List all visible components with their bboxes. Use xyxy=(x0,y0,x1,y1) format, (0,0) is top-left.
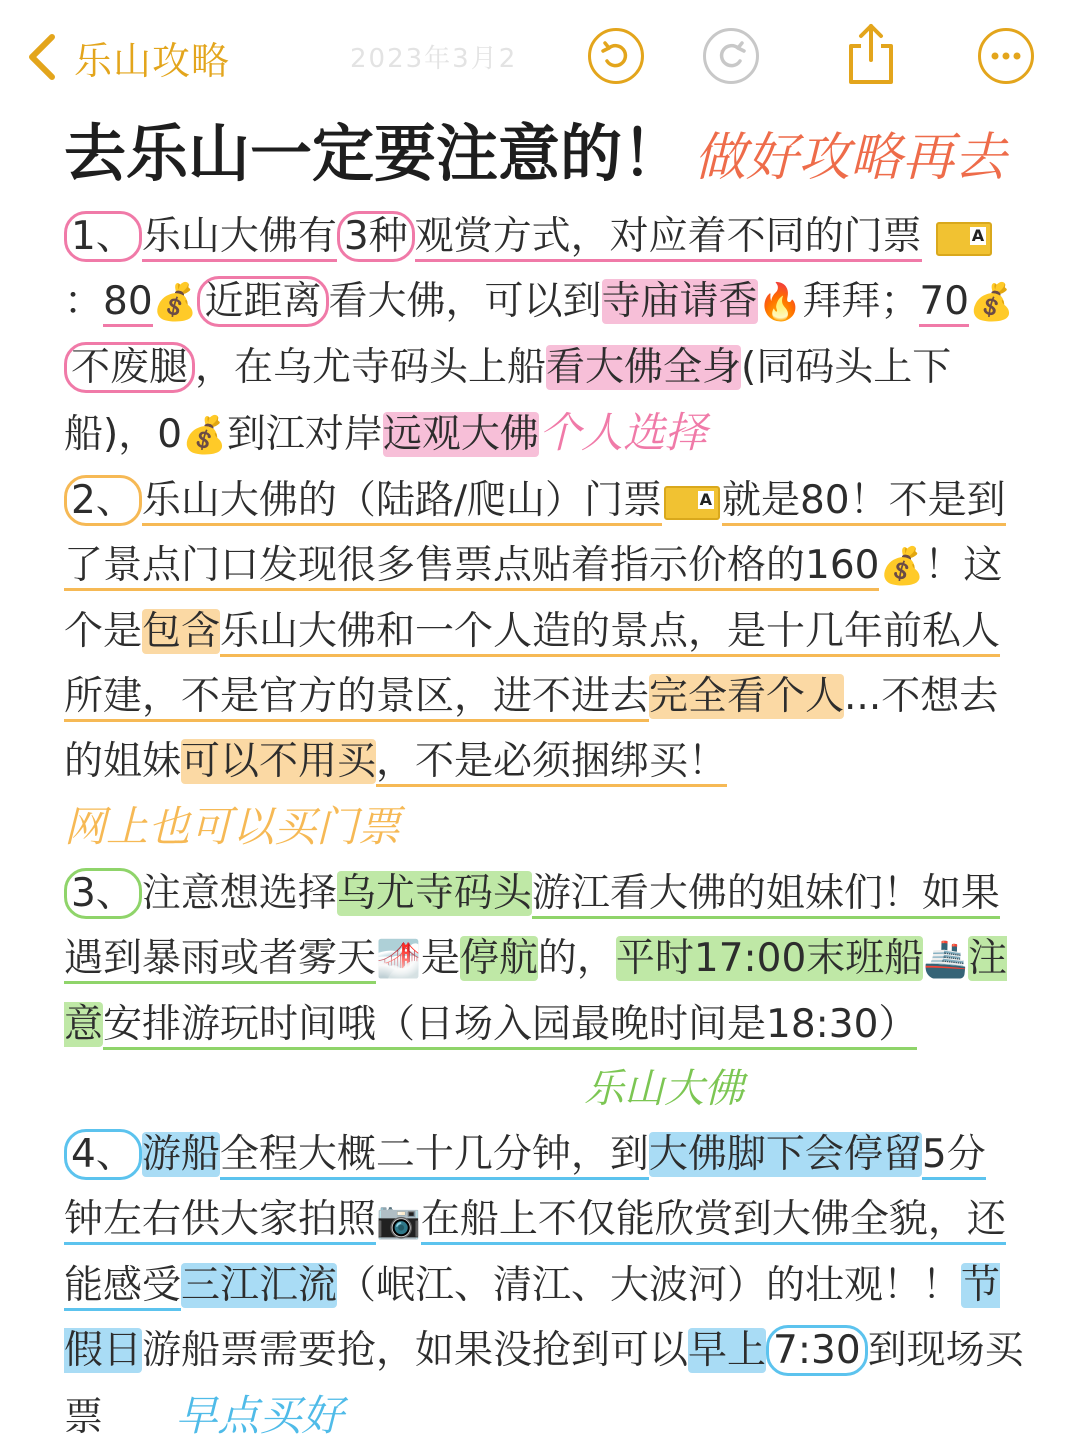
highlight: 包含 xyxy=(142,609,221,654)
text: 游江看大佛的姐妹们！如果遇到暴雨或者雾天 xyxy=(64,871,1000,984)
ship-icon: 🚢 xyxy=(923,939,969,980)
text: ： xyxy=(64,279,104,324)
share-button[interactable] xyxy=(843,20,899,88)
highlight: 早上 xyxy=(688,1328,767,1373)
highlight: 远观大佛 xyxy=(382,412,539,457)
text: 7:30 xyxy=(766,1325,868,1376)
text: 5分钟左右供大家拍照 xyxy=(64,1132,986,1245)
handwriting-note: 网上也可以买门票 xyxy=(64,802,401,851)
text: 全程大概二十几分钟，到 xyxy=(220,1132,649,1180)
text: 不废腿 xyxy=(64,342,195,393)
text: ，在乌尤寺码头上船 xyxy=(195,345,547,390)
fog-icon: 🌁 xyxy=(376,939,421,980)
highlight: 大佛脚下会停留 xyxy=(648,1132,922,1177)
text: ！这个是 xyxy=(64,543,1003,654)
note-title: 去乐山一定要注意的！ xyxy=(64,117,685,190)
back-label: 乐山攻略 xyxy=(74,38,231,83)
paragraph-1 xyxy=(64,204,1024,468)
handwriting-note: 个人选择 xyxy=(538,408,707,457)
text: ，不是必须捆绑买！ xyxy=(376,739,727,787)
text: 在船上不仅能欣赏到大佛全貌，还能感受 xyxy=(64,1197,1006,1311)
redo-button[interactable] xyxy=(703,28,759,84)
highlight: 乌尤寺码头 xyxy=(336,871,532,916)
paragraph-2 xyxy=(64,468,1024,861)
text: 就是80！不是到了景点门口发现很多售票点贴着指示价格的160 xyxy=(64,478,1006,591)
text: 到江对岸 xyxy=(226,412,383,457)
text: 80 xyxy=(103,279,153,327)
text: 近距离 xyxy=(197,276,328,327)
highlight: 三江汇流 xyxy=(181,1263,338,1308)
text: 乐山大佛的（陆路/爬山）门票 xyxy=(142,478,662,526)
text: 看大佛，可以到 xyxy=(328,279,602,324)
text: (同码头上下船)，0 xyxy=(64,345,952,457)
money-bag-icon: 💰 xyxy=(182,415,227,456)
item-number: 3、 xyxy=(64,868,142,919)
undo-button[interactable] xyxy=(588,28,644,84)
text: ...不想去的姐妹 xyxy=(64,674,999,784)
text: 游船票需要抢，如果没抢到可以 xyxy=(142,1328,689,1373)
text: 的， xyxy=(537,936,616,981)
highlight: 停航 xyxy=(459,936,538,981)
chevron-left-icon xyxy=(18,27,66,87)
highlight: 节假日 xyxy=(64,1263,1001,1373)
highlight: 看大佛全身 xyxy=(546,345,742,390)
text: 注意想选择 xyxy=(141,871,337,916)
text: 乐山大佛有 xyxy=(142,214,337,262)
text: 乐山大佛和一个人造的景点，是十几年前私人所建，不是官方的景区，进不进去 xyxy=(64,609,1000,722)
title-row xyxy=(64,104,1006,194)
text: 拜拜； xyxy=(802,279,920,324)
ticket-icon xyxy=(936,222,992,256)
money-bag-icon: 💰 xyxy=(152,282,198,323)
more-icon xyxy=(989,51,1023,61)
highlight: 寺庙请香 xyxy=(601,279,758,324)
text: 观赏方式，对应着不同的门票 xyxy=(415,214,922,262)
undo-icon xyxy=(599,39,633,73)
item-number: 2、 xyxy=(64,475,142,526)
redo-icon xyxy=(714,39,748,73)
more-button[interactable] xyxy=(978,28,1034,84)
highlight: 完全看个人 xyxy=(649,674,845,719)
ticket-icon xyxy=(664,486,720,520)
money-bag-icon: 💰 xyxy=(879,546,925,587)
top-toolbar xyxy=(0,0,1080,112)
highlight: 注意 xyxy=(64,936,1008,1047)
share-icon xyxy=(843,20,899,88)
handwriting-note: 乐山大佛 xyxy=(584,1066,744,1112)
highlight: 游船 xyxy=(141,1132,220,1177)
text: 是 xyxy=(420,936,460,981)
text: 到现场买票 xyxy=(64,1328,1024,1440)
item-number: 4、 xyxy=(64,1129,142,1180)
fire-icon: 🔥 xyxy=(757,282,803,323)
item-number: 1、 xyxy=(64,211,142,262)
note-date: 2023年3月2 xyxy=(350,44,518,74)
paragraph-4 xyxy=(64,1122,1024,1450)
camera-icon: 📷 xyxy=(376,1200,421,1241)
paragraph-3 xyxy=(64,861,1024,1122)
back-button[interactable] xyxy=(18,22,230,92)
note-body[interactable] xyxy=(64,204,1024,1450)
text: 70 xyxy=(919,279,969,327)
text: （岷江、清江、大波河）的壮观！！ xyxy=(337,1263,962,1308)
highlight: 平时17:00末班船 xyxy=(615,936,924,981)
title-handwriting: 做好攻略再去 xyxy=(694,128,1007,188)
highlight: 可以不用买 xyxy=(181,739,377,784)
handwriting-note: 早点买好 xyxy=(175,1391,344,1440)
text: 安排游玩时间哦（日场入园最晚时间是18:30） xyxy=(103,1002,917,1050)
money-bag-icon: 💰 xyxy=(969,282,1014,323)
text: 3种 xyxy=(337,211,415,262)
